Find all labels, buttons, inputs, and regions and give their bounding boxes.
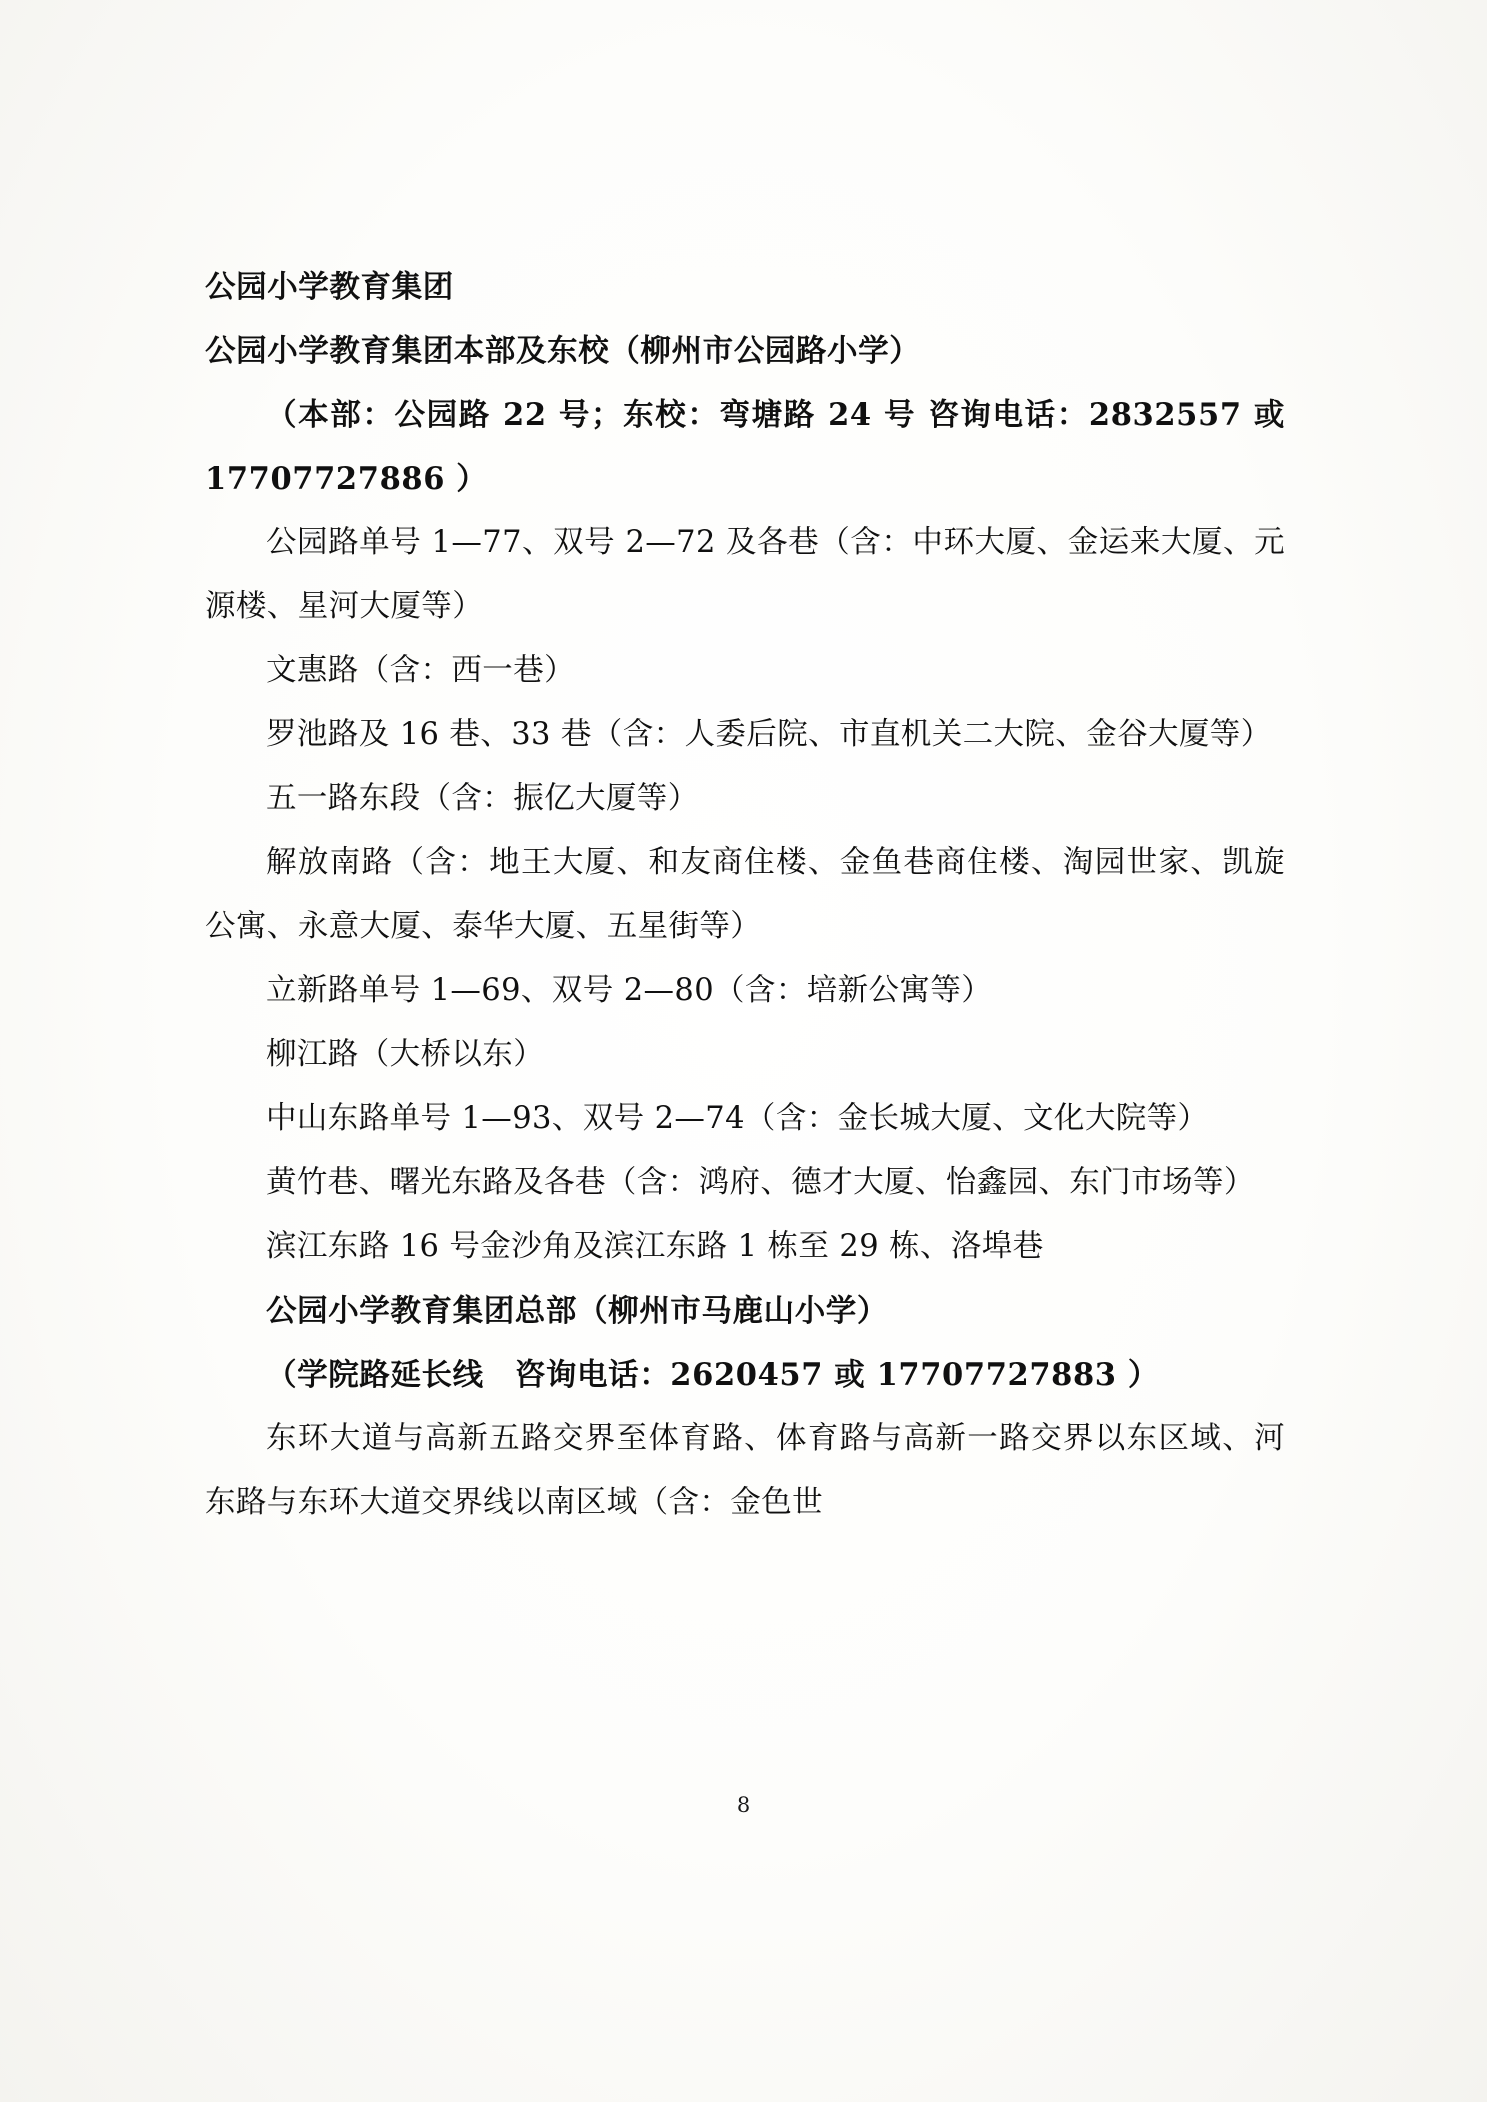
- paragraph-headquarters-title: 公园小学教育集团总部（柳州市马鹿山小学）: [266, 1293, 888, 1329]
- paragraph-group-title: 公园小学教育集团: [205, 269, 454, 305]
- paragraph-school-main-east: 公园小学教育集团本部及东校（柳州市公园路小学）: [205, 333, 921, 369]
- paragraph-liujiang-road: 柳江路（大桥以东）: [266, 1037, 545, 1072]
- page-number: 8: [736, 1793, 751, 1817]
- document-body: [205, 255, 1285, 1535]
- paragraph-headquarters-contact: （学院路延长线 咨询电话：2620457 或 17707727883 ）: [266, 1357, 1159, 1393]
- paragraph-address-contact: （本部：公园路 22 号；东校：弯塘路 24 号 咨询电话：2832557 或 17707727886 ）: [205, 397, 1285, 497]
- paragraph-zhongshan-east-road: 中山东路单号 1—93、双号 2—74（含：金长城大厦、文化大院等）: [266, 1101, 1209, 1136]
- paragraph-gongyuan-road: 公园路单号 1—77、双号 2—72 及各巷（含：中环大厦、金运来大厦、元源楼、星河大厦等）: [205, 525, 1285, 624]
- paragraph-jiefang-south-road: 解放南路（含：地王大厦、和友商住楼、金鱼巷商住楼、淘园世家、凯旋公寓、永意大厦、泰华大厦、五星街等）: [205, 845, 1285, 944]
- paragraph-binjiang-east-road: 滨江东路 16 号金沙角及滨江东路 1 栋至 29 栋、洛埠巷: [266, 1229, 1044, 1264]
- paragraph-huangzhu-lane: 黄竹巷、曙光东路及各巷（含：鸿府、德才大厦、怡鑫园、东门市场等）: [266, 1165, 1255, 1200]
- paragraph-wuyi-road-east: 五一路东段（含：振亿大厦等）: [266, 781, 699, 816]
- paragraph-donghuan-avenue: 东环大道与高新五路交界至体育路、体育路与高新一路交界以东区域、河东路与东环大道交界线以南区域（含：金色世: [205, 1421, 1285, 1520]
- paragraph-luochi-road: 罗池路及 16 巷、33 巷（含：人委后院、市直机关二大院、金谷大厦等）: [266, 717, 1272, 752]
- paragraph-wenhui-road: 文惠路（含：西一巷）: [266, 653, 575, 688]
- paragraph-lixin-road: 立新路单号 1—69、双号 2—80（含：培新公寓等）: [266, 973, 993, 1008]
